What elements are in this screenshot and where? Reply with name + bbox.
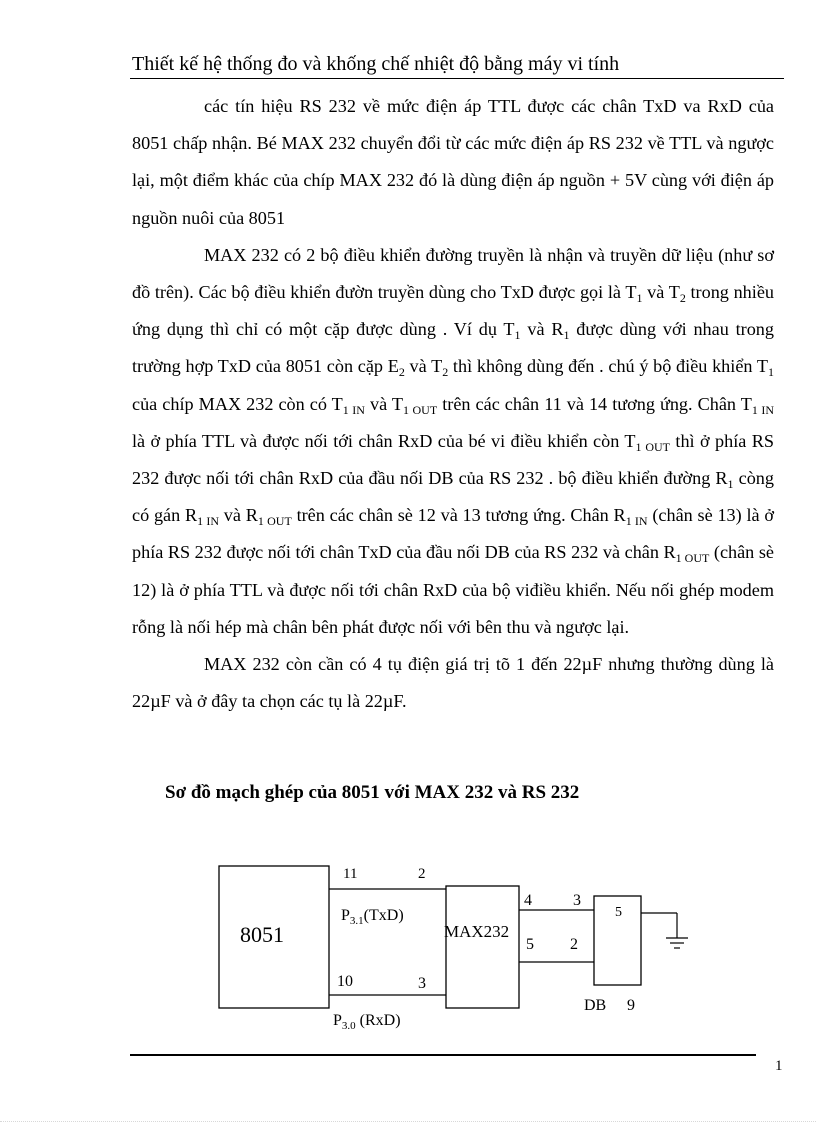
pin-label: 3: [418, 975, 426, 992]
pin-label: 2: [418, 866, 426, 882]
page-bottom-border: [0, 1121, 816, 1122]
diagram-title: Sơ đồ mạch ghép của 8051 với MAX 232 và RS 232: [165, 782, 580, 803]
page-header: Thiết kế hệ thống đo và khống chế nhiệt độ bằng máy vi tính: [132, 53, 620, 75]
pin-label: 2: [570, 936, 578, 953]
db9-label: DB: [584, 997, 607, 1014]
paragraph-3: MAX 232 còn cần có 4 tụ điện giá trị tõ 1 đến 22µF nhưng thường dùng là 22µF và ở đây ta chọn các tụ là 22µF.: [132, 654, 774, 712]
rxd-port-label: $P_{3.0}$ (RxD): [333, 1012, 401, 1032]
pin-label: 10: [337, 973, 353, 990]
txd-port-label: $P_{3.1}(TxD)$: [341, 907, 404, 927]
pin-label: 3: [573, 892, 581, 909]
pin-label: 5: [526, 936, 534, 953]
chip-8051-label: 8051: [240, 922, 284, 947]
max232-box: [446, 886, 519, 1008]
pin-label: 4: [524, 892, 532, 909]
pin-label: 11: [343, 866, 358, 882]
pin-label: 5: [615, 905, 622, 920]
footer-divider: [130, 1054, 756, 1056]
ground-icon: [641, 913, 688, 948]
paragraph-2: MAX 232 có 2 bộ điều khiển đường truyền là nhận và truyền dữ liệu (như sơ đồ trên). Các bộ điều khiển đườn truyền dùng cho TxD được gọi là $T_1$ và $T_2$ trong nhiều ứng dụng thì chỉ có một cặp được dùng . Ví dụ $T_1$ và $R_1$ được dùng với nhau trong trường hợp TxD của 8051 còn cặp $E_2$ và $T_2$ thì không dùng đến . chú ý bộ điều khiển $T_1$ của chíp MAX 232 còn có $T_{1 IN}$ và $T_{1 OUT}$ trên các chân 11 và 14 tương ứng. Chân $T_{1 IN}$ là ở phía TTL và được nối tới chân RxD của bé vi điều khiển còn $T_{1 OUT}$ thì ở phía RS 232 được nối tới chân RxD của đầu nối DB của RS 232 . bộ điều khiển đường $R_1$ còng có gán $R_{1 IN}$ và $R_{1 OUT}$ trên các chân sè 12 và 13 tương ứng. Chân $R_{1 IN}$ (chân sè 13) là ở phía RS 232 được nối tới chân TxD của đầu nối DB của RS 232 và chân $R_{1 OUT}$ (chân sè 12) là ở phía TTL và được nối tới chân RxD của bộ viđiều khiển. Nếu nối ghép modem rỗng là nối hép mà chân bên phát được nối với bên thu và ngược lại.: [132, 244, 775, 637]
db9-number: 9: [627, 997, 635, 1014]
chip-max232-label: MAX232: [444, 922, 510, 941]
paragraph-1: các tín hiệu RS 232 về mức điện áp TTL được các chân TxD va RxD của 8051 chấp nhận. Bé MAX 232 chuyển đổi từ các mức điện áp RS 232 về TTL và ngược lại, một điểm khác của chíp MAX 232 đó là dùng điện áp nguồn + 5V cùng với điện áp nguồn nuôi của 8051: [132, 96, 774, 228]
page-number: 1: [775, 1058, 783, 1074]
